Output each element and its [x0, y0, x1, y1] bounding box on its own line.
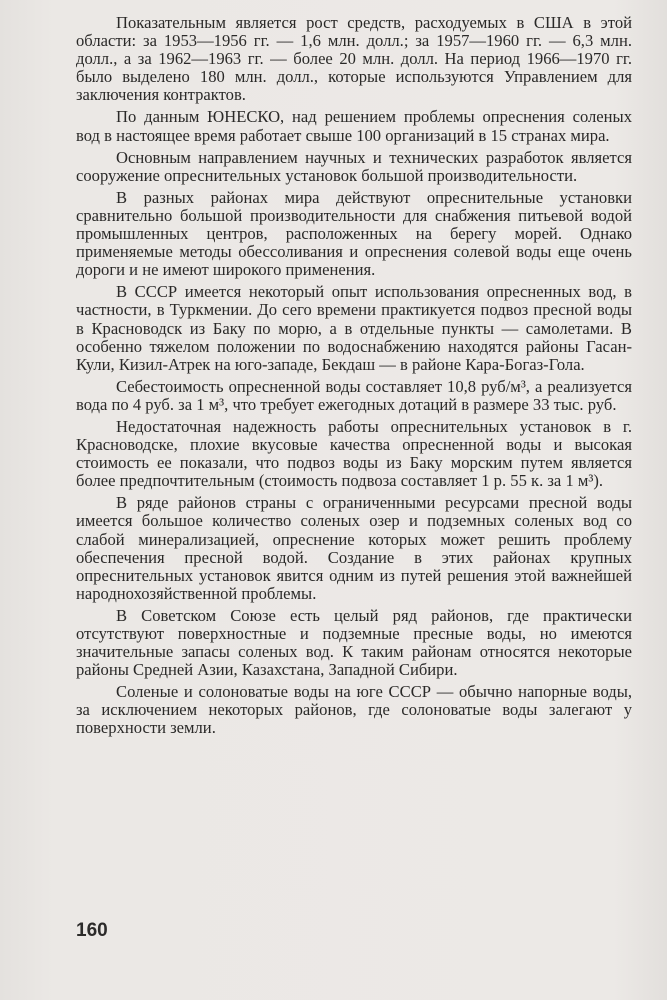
- paragraph-cost: Себестоимость опресненной воды составляет 10,8 руб/м³, а реализуется вода по 4 руб. за 1 м³, что требует ежегодных дотаций в размере 33 тыс. руб.: [76, 376, 632, 414]
- paragraph-pressure-waters: Соленые и солоноватые воды на юге СССР — обычно напорные воды, за исключением некоторых районов, где солоноватые воды залегают у поверхности земли.: [76, 682, 632, 738]
- paragraph-salt-lakes: В ряде районов страны с ограниченными ресурсами пресной воды имеется большое количество соленых озер и подземных соленых вод со слабой минерализацией, опреснение которых может решить проблему обеспечения пресной водой. Создание в этих районах крупных опреснительных установок явится одним из путей решения этой важнейшей народнохозяйственной проблемы.: [76, 493, 632, 603]
- paragraph-us-spending: Показательным является рост средств, расходуемых в США в этой области: за 1953—1956 гг. — 1,6 млн. долл.; за 1957—1960 гг. — 6,3 млн. долл., а за 1962—1963 гг. — более 20 млн. долл. На период 1966—1970 гг. было выделено 180 млн. долл., которые используются Управлением для заключения контрактов.: [76, 13, 632, 105]
- paragraph-unesco: По данным ЮНЕСКО, над решением проблемы опреснения соленых вод в настоящее время работает свыше 100 организаций в 15 странах мира.: [76, 107, 632, 145]
- body-text: [76, 14, 632, 742]
- page-number: 160: [76, 920, 108, 941]
- paragraph-main-direction: Основным направлением научных и технических разработок является сооружение опреснительных установок большой производительности.: [76, 147, 632, 185]
- paragraph-world-plants: В разных районах мира действуют опреснительные установки сравнительно большой производительности для снабжения питьевой водой промышленных центров, расположенных на берегу морей. Однако применяемые методы обессоливания и опреснения солевой воды еще очень дороги и не имеют широкого применения.: [76, 187, 632, 280]
- paragraph-ussr-experience: В СССР имеется некоторый опыт использования опресненных вод, в частности, в Туркмении. До сего времени практикуется подвоз пресной воды в Красноводск из Баку по морю, а в отдельные пункты — самолетами. В особенно тяжелом положении по водоснабжению находятся районы Гасан-Кули, Кизил-Атрек на юго-западе, Бекдаш — в районе Кара-Богаз-Гола.: [76, 282, 632, 374]
- paragraph-krasnovodsk: Недостаточная надежность работы опреснительных установок в г. Красноводске, плохие вкусовые качества опресненной воды и высокая стоимость ее показали, что подвоз воды из Баку морским путем является более предпочтительным (стоимость подвоза составляет 1 р. 55 к. за 1 м³).: [76, 416, 632, 491]
- paragraph-soviet-regions: В Советском Союзе есть целый ряд районов, где практически отсутствуют поверхностные и подземные пресные воды, но имеются значительные запасы соленых вод. К таким районам относятся некоторые районы Средней Азии, Казахстана, Западной Сибири.: [76, 605, 632, 680]
